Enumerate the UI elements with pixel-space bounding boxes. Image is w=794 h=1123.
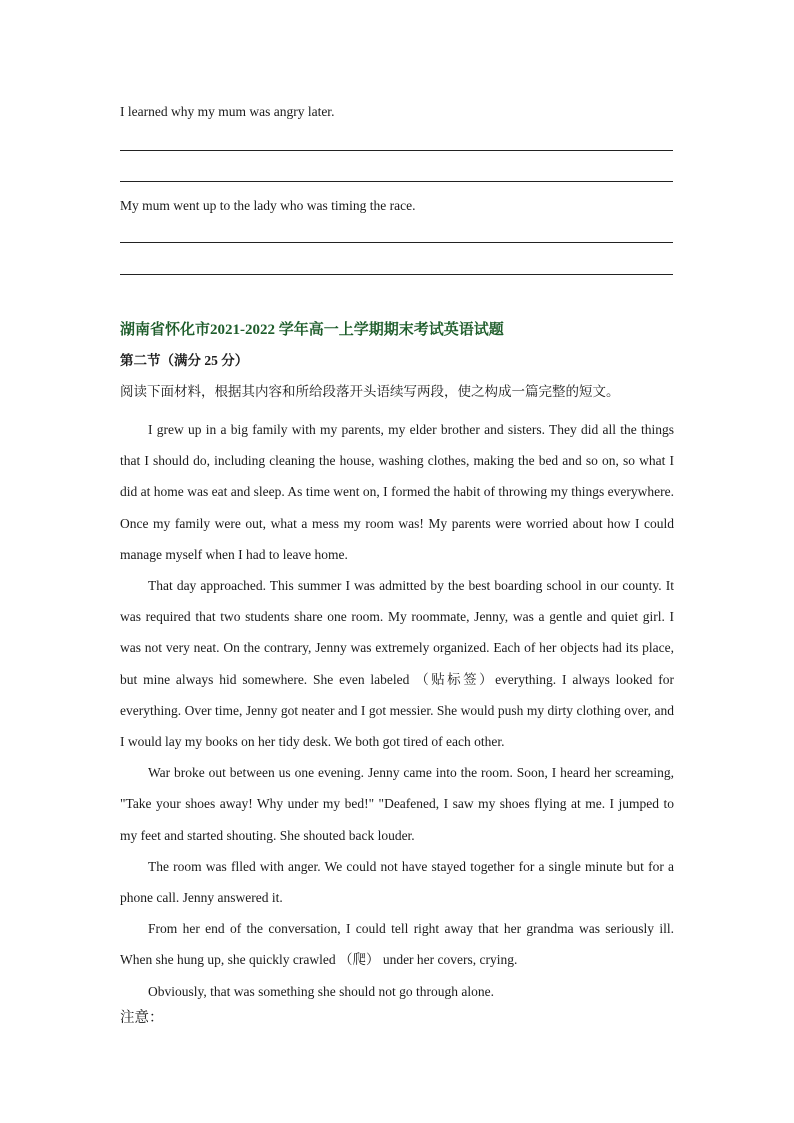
continuation-prompt-2: My mum went up to the lady who was timing the race. (120, 198, 416, 213)
answer-line (120, 274, 673, 275)
exam-title: 湖南省怀化市2021-2022 学年高一上学期期末考试英语试题 (120, 322, 504, 338)
answer-line (120, 150, 673, 151)
instruction-text: 阅读下面材料，根据其内容和所给段落开头语续写两段，使之构成一篇完整的短文。 (120, 384, 620, 399)
continuation-prompt-1: I learned why my mum was angry later. (120, 104, 335, 119)
answer-line (120, 181, 673, 182)
passage-paragraph: That day approached. This summer I was admitted by the best boarding school in our county. It was required that two students share one room. My roommate, Jenny, was a gentle and quiet girl. I was not very neat. On the contrary, Jenny was extremely organized. Each of her objects had its place, but mine always hid somewhere. She even labeled （贴标签）everything. I always looked for everything. Over time, Jenny got neater and I got messier. She would push my dirty clothing over, and I would lay my books on her tidy desk. We both got tired of each other. (120, 578, 674, 750)
section-subtitle: 第二节（满分 25 分） (120, 353, 249, 368)
note-label: 注意： (120, 1010, 164, 1026)
passage-paragraph: War broke out between us one evening. Jenny came into the room. Soon, I heard her screaming, "Take your shoes away! Why under my bed!" "Deafened, I saw my shoes flying at me. I jumped to my feet and started shouting. She shouted back louder. (120, 765, 674, 843)
answer-line (120, 242, 673, 243)
passage-paragraph: From her end of the conversation, I could tell right away that her grandma was seriously ill. When she hung up, she quickly crawled （爬） under her covers, crying. (120, 921, 674, 968)
passage-paragraph: The room was flled with anger. We could not have stayed together for a single minute but for a phone call. Jenny answered it. (120, 858, 674, 906)
passage-paragraph: Obviously, that was something she should not go through alone. (148, 983, 494, 999)
passage-paragraph: I grew up in a big family with my parents, my elder brother and sisters. They did all the things that I should do, including cleaning the house, washing clothes, making the bed and so on, so what I did at home was eat and sleep. As time went on, I formed the habit of throwing my things everywhere. Once my family were out, what a mess my room was! My parents were worried about how I could manage myself when I had to leave home. (120, 422, 674, 562)
reading-passage (120, 414, 674, 1007)
